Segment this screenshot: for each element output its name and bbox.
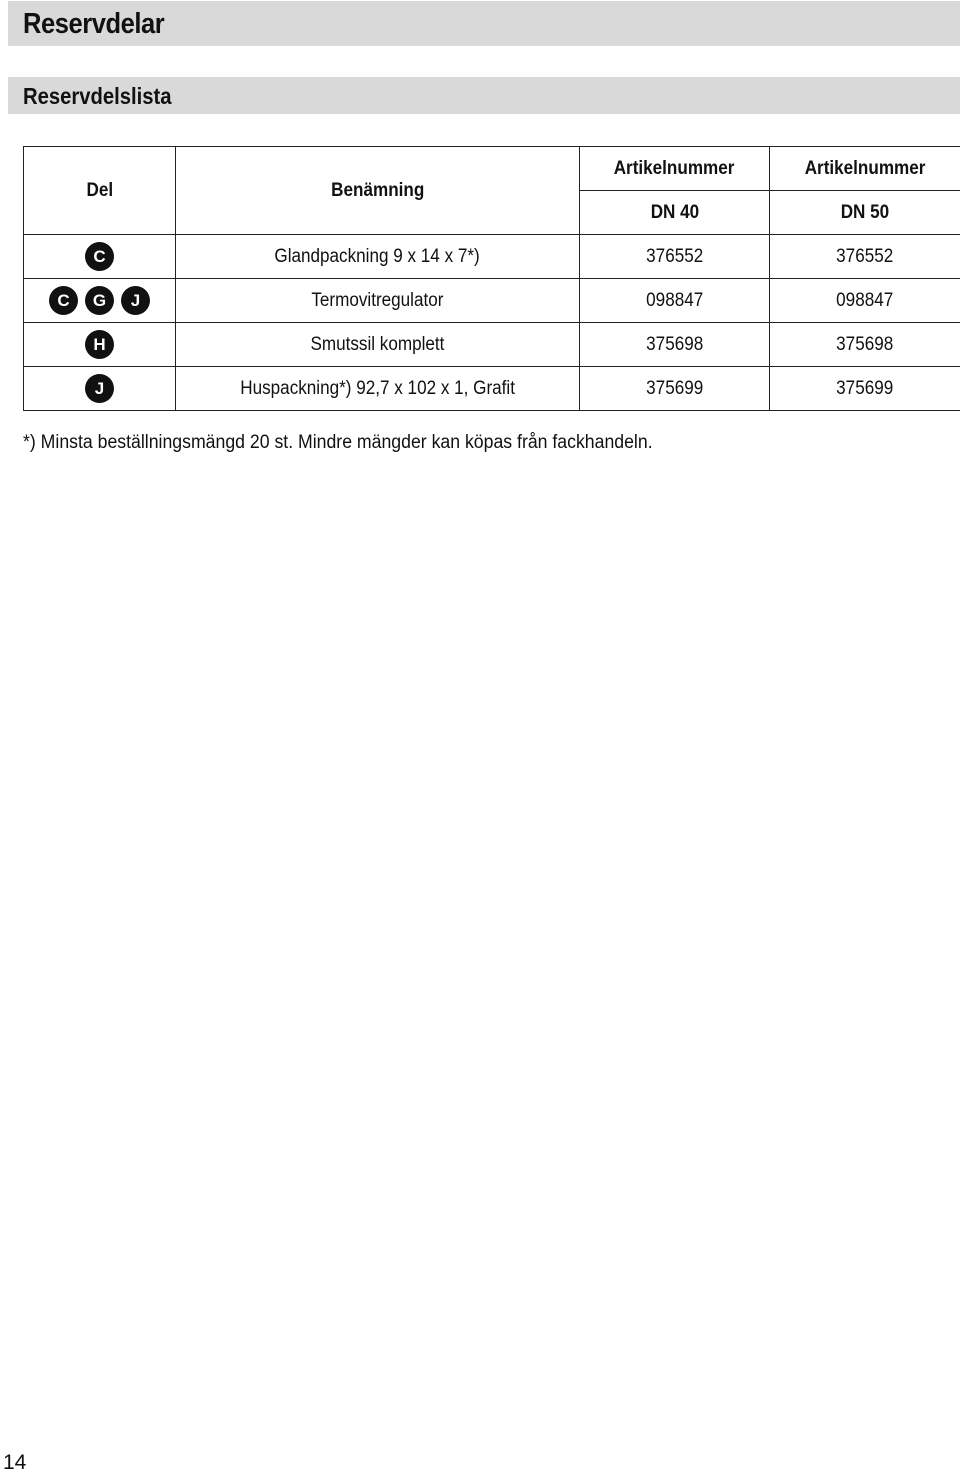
part-c-badge-icon: C: [85, 242, 114, 271]
section-bar: [8, 77, 960, 114]
part-j-badge-icon: J: [121, 286, 150, 315]
footnote: *) Minsta beställningsmängd 20 st. Mindre mängder kan köpas från fackhandeln.: [23, 432, 653, 453]
part-g-badge-icon: G: [85, 286, 114, 315]
column-header-benamning: Benämning: [176, 147, 580, 235]
section-title: Reservdelslista: [23, 83, 172, 109]
article-dn50: 098847: [770, 279, 960, 323]
page-title: Reservdelar: [23, 8, 165, 40]
table-row: [24, 323, 960, 367]
article-dn50: 375698: [770, 323, 960, 367]
part-badges: [24, 279, 176, 323]
spare-parts-table: [23, 146, 960, 411]
part-h-badge-icon: H: [85, 330, 114, 359]
part-badges: [24, 323, 176, 367]
column-header-dn50: DN 50: [770, 191, 960, 235]
table-row: [24, 279, 960, 323]
title-bar: [8, 1, 960, 46]
page-number: 14: [3, 1451, 27, 1474]
part-name: Huspackning*) 92,7 x 102 x 1, Grafit: [176, 367, 580, 411]
part-badges: [24, 235, 176, 279]
part-badges: [24, 367, 176, 411]
article-dn40: 375698: [580, 323, 770, 367]
part-name: Smutssil komplett: [176, 323, 580, 367]
article-dn50: 375699: [770, 367, 960, 411]
article-dn50: 376552: [770, 235, 960, 279]
article-dn40: 376552: [580, 235, 770, 279]
part-name: Termovitregulator: [176, 279, 580, 323]
column-header-dn40: DN 40: [580, 191, 770, 235]
table-header-row: [24, 147, 960, 191]
table-row: [24, 235, 960, 279]
article-dn40: 098847: [580, 279, 770, 323]
part-j-badge-icon: J: [85, 374, 114, 403]
article-dn40: 375699: [580, 367, 770, 411]
table-row: [24, 367, 960, 411]
part-name: Glandpackning 9 x 14 x 7*): [176, 235, 580, 279]
column-header-artikelnummer-2: Artikelnummer: [770, 147, 960, 191]
column-header-artikelnummer-1: Artikelnummer: [580, 147, 770, 191]
part-c-badge-icon: C: [49, 286, 78, 315]
column-header-del: Del: [24, 147, 176, 235]
